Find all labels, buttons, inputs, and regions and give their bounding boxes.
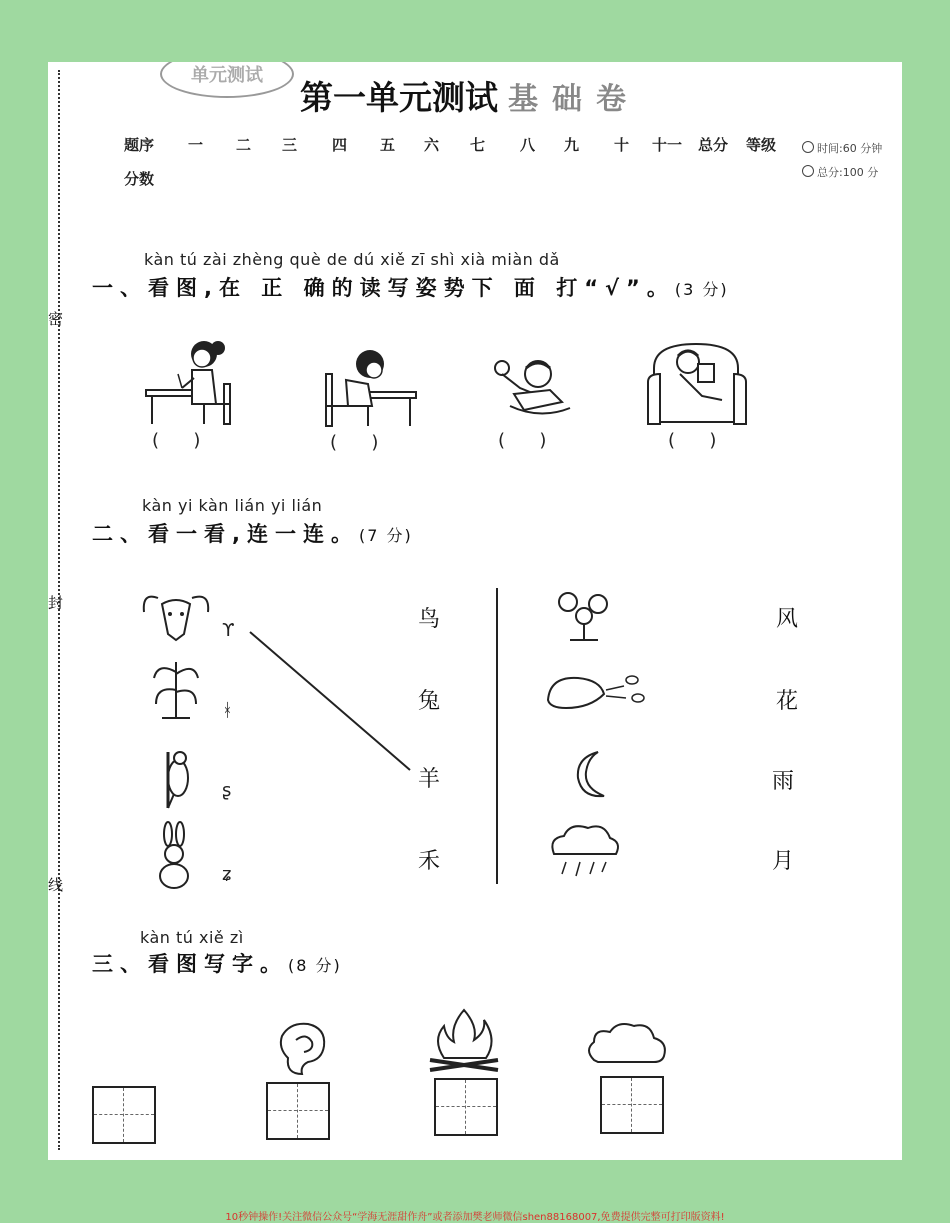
bird-image xyxy=(168,752,188,808)
boy-writing-image xyxy=(322,344,418,428)
svg-text:ʑ: ʑ xyxy=(222,864,232,885)
col-6: 六 xyxy=(424,136,440,154)
svg-text:ᚼ: ᚼ xyxy=(222,700,233,721)
flower-image xyxy=(559,593,607,640)
time-info: 时间:60 分钟 xyxy=(802,140,882,156)
rabbit-image xyxy=(160,822,188,888)
section1-points: (3 分) xyxy=(674,280,729,299)
writing-box-2[interactable] xyxy=(266,1082,330,1140)
section2-heading: 二、看一看,连一连。(7 分) xyxy=(92,522,413,546)
title-main: 第一单元测试 xyxy=(300,78,498,117)
col-total: 总分 xyxy=(698,136,729,154)
answer-blank-4[interactable]: ( ) xyxy=(668,430,717,451)
writing-box-3[interactable] xyxy=(434,1078,498,1136)
page-title xyxy=(300,72,640,119)
worksheet-page xyxy=(48,62,902,1160)
col-7: 七 xyxy=(470,136,486,154)
svg-text:ʂ: ʂ xyxy=(222,780,232,801)
check-icon xyxy=(802,165,814,177)
section2-pinyin: kàn yi kàn lián yi lián xyxy=(142,496,323,515)
right-char-moon[interactable]: 月 xyxy=(772,849,795,874)
answer-blank-1[interactable]: ( ) xyxy=(152,430,201,451)
boy-in-armchair-image xyxy=(646,338,748,428)
fire-image xyxy=(424,1006,504,1076)
rain-image xyxy=(552,826,618,876)
ear-image xyxy=(272,1020,330,1078)
grain-plant-image xyxy=(154,662,198,718)
svg-text:ϒ: ϒ xyxy=(222,620,235,641)
col-1: 一 xyxy=(188,136,204,154)
col-10: 十 xyxy=(614,136,630,154)
section3-points: (8 分) xyxy=(288,956,342,975)
left-char-bird[interactable]: 鸟 xyxy=(418,607,441,632)
col-8: 八 xyxy=(520,136,536,154)
title-subtitle: 基础卷 xyxy=(508,82,640,117)
girl-writing-correct-image xyxy=(142,334,242,426)
moon-image xyxy=(578,752,604,796)
clock-icon xyxy=(802,141,814,153)
col-grade: 等级 xyxy=(746,136,777,154)
unit-test-badge: 单元测试 xyxy=(160,62,294,98)
cloud-image xyxy=(584,1020,668,1066)
section2-points: (7 分) xyxy=(358,526,413,545)
right-match-images xyxy=(540,582,670,892)
binding-char-line: 线 xyxy=(48,876,64,894)
column-divider xyxy=(494,588,500,884)
binding-char-seal: 密 xyxy=(48,310,64,328)
footer-notice: 10秒钟操作!关注微信公众号“学海无涯甜作舟”或者添加樊老师微信shen88168007,免费提供完整可打印版资料! xyxy=(225,1212,725,1223)
binding-char-envelope: 封 xyxy=(48,594,64,612)
goat-image xyxy=(144,597,208,640)
writing-box-4[interactable] xyxy=(600,1076,664,1134)
score-row-label: 分数 xyxy=(124,170,155,188)
writing-box-1[interactable] xyxy=(92,1086,156,1144)
left-char-grain[interactable]: 禾 xyxy=(418,849,441,874)
total-info: 总分:100 分 xyxy=(802,164,878,180)
right-char-flower[interactable]: 花 xyxy=(776,689,799,714)
score-table-header xyxy=(48,134,808,158)
boy-lying-reading-image xyxy=(490,358,574,424)
section3-pinyin: kàn tú xiě zì xyxy=(140,928,244,947)
right-char-wind[interactable]: 风 xyxy=(776,607,799,632)
right-char-rain[interactable]: 雨 xyxy=(772,769,795,794)
col-5: 五 xyxy=(380,136,396,154)
section1-pinyin: kàn tú zài zhèng què de dú xiě zī shì xià miàn dǎ xyxy=(144,250,560,269)
col-3: 三 xyxy=(282,136,298,154)
left-char-goat[interactable]: 羊 xyxy=(418,767,441,792)
section3-heading: 三、看图写字。(8 分) xyxy=(92,952,342,976)
col-4: 四 xyxy=(332,136,348,154)
col-11: 十一 xyxy=(652,136,683,154)
answer-blank-2[interactable]: ( ) xyxy=(330,432,379,453)
score-label: 题序 xyxy=(124,136,155,154)
col-2: 二 xyxy=(236,136,252,154)
match-line-drawn xyxy=(238,622,418,782)
answer-blank-3[interactable]: ( ) xyxy=(498,430,547,451)
left-char-rabbit[interactable]: 兔 xyxy=(418,689,441,714)
wind-image xyxy=(548,676,644,708)
section1-heading: 一、看图,在 正 确的读写姿势下 面 打“√”。(3 分) xyxy=(92,276,729,300)
col-9: 九 xyxy=(564,136,580,154)
